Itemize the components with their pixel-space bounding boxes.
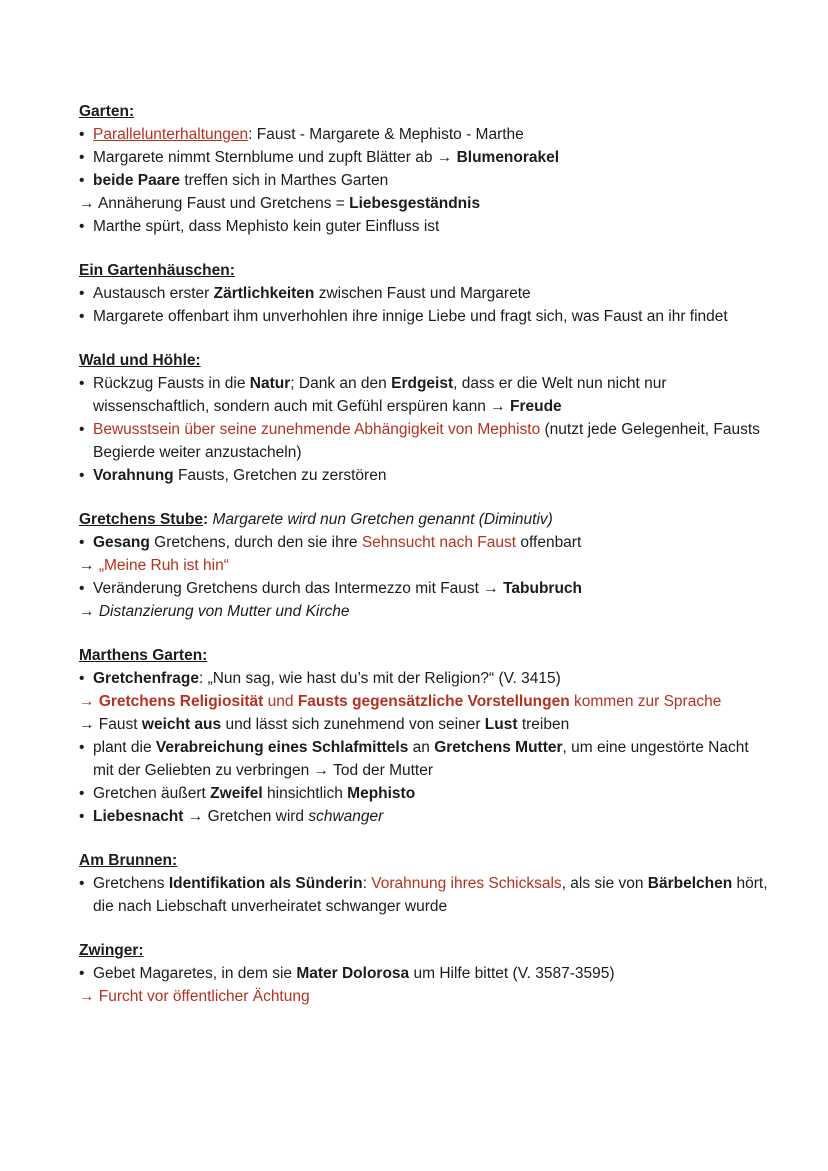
arrow-line bbox=[79, 554, 769, 577]
text-run: Marthe spürt, dass Mephisto kein guter Einfluss ist bbox=[93, 218, 440, 235]
text-run: schwanger bbox=[308, 808, 384, 825]
text-run: , als sie von bbox=[561, 875, 648, 892]
text-run: Freude bbox=[510, 398, 562, 415]
bullet-item bbox=[79, 872, 769, 918]
text-run: Gretchen äußert bbox=[93, 785, 211, 802]
text-run: Gretchens bbox=[93, 875, 169, 892]
text-run: weicht aus bbox=[141, 716, 222, 733]
bullet-item bbox=[79, 123, 769, 146]
section-heading: Zwinger: bbox=[79, 942, 144, 959]
bullet-item bbox=[79, 305, 769, 328]
text-run: beide Paare bbox=[93, 172, 181, 189]
text-run: Natur bbox=[249, 375, 291, 392]
arrow-line bbox=[79, 192, 769, 215]
text-run: : Faust - Margarete & Mephisto - Marthe bbox=[248, 126, 524, 143]
text-run: Distanzierung von Mutter und Kirche bbox=[98, 603, 350, 620]
text-run: Gretchenfrage bbox=[93, 670, 199, 687]
text-run: → bbox=[79, 557, 99, 574]
text-run: Veränderung Gretchens durch das Intermezzo mit Faust → bbox=[93, 580, 504, 597]
bullet-item bbox=[79, 215, 769, 238]
section bbox=[79, 644, 769, 828]
text-run: Rückzug Fausts in die bbox=[93, 375, 250, 392]
document-page bbox=[79, 100, 769, 1029]
bullet-item bbox=[79, 805, 769, 828]
section-heading-row bbox=[79, 849, 769, 872]
text-run: → Gretchen wird bbox=[183, 808, 309, 825]
text-run: → bbox=[79, 603, 99, 620]
text-run: Liebesnacht bbox=[93, 808, 184, 825]
text-run: Gretchens, durch den sie ihre bbox=[149, 534, 362, 551]
section-heading: Garten: bbox=[79, 103, 135, 120]
section-subtitle: Margarete wird nun Gretchen genannt (Diminutiv) bbox=[212, 511, 553, 528]
text-run: Liebesgeständnis bbox=[349, 195, 481, 212]
text-run: an bbox=[408, 739, 435, 756]
bullet-item bbox=[79, 146, 769, 169]
bullet-item bbox=[79, 169, 769, 192]
section-heading: Am Brunnen: bbox=[79, 852, 178, 869]
text-run: Gretchens Mutter bbox=[434, 739, 563, 756]
section-heading: Marthens Garten: bbox=[79, 647, 208, 664]
text-run: kommen zur Sprache bbox=[569, 693, 722, 710]
section-heading: Ein Gartenhäuschen: bbox=[79, 262, 235, 279]
text-run: Fausts, Gretchen zu zerstören bbox=[173, 467, 387, 484]
bullet-item bbox=[79, 782, 769, 805]
section-heading-row bbox=[79, 644, 769, 667]
bullet-item bbox=[79, 577, 769, 600]
arrow-line bbox=[79, 985, 769, 1008]
section bbox=[79, 939, 769, 1008]
text-run: Zärtlichkeiten bbox=[213, 285, 315, 302]
text-run: und lässt sich zunehmend von seiner bbox=[221, 716, 485, 733]
text-run: Parallelunterhaltungen bbox=[93, 126, 249, 143]
arrow-line bbox=[79, 690, 769, 713]
text-run: Mater Dolorosa bbox=[296, 965, 410, 982]
text-run: „Meine Ruh ist hin“ bbox=[98, 557, 229, 574]
text-run: : bbox=[362, 875, 372, 892]
text-run: Gretchens Religiosität bbox=[98, 693, 264, 710]
section-heading-row bbox=[79, 100, 769, 123]
text-run: (nutzt jede Gelegenheit, Fausts Begierde weiter anzustacheln) bbox=[93, 421, 760, 461]
text-run: Gebet Magaretes, in dem sie bbox=[93, 965, 297, 982]
arrow-line bbox=[79, 713, 769, 736]
text-run: Margarete nimmt Sternblume und zupft Blätter ab → bbox=[93, 149, 457, 166]
text-run: → bbox=[79, 693, 99, 710]
text-run: hört, die nach Liebschaft unverheiratet schwanger wurde bbox=[93, 875, 768, 915]
bullet-item bbox=[79, 736, 769, 782]
section bbox=[79, 259, 769, 328]
text-run: Bärbelchen bbox=[647, 875, 733, 892]
bullet-item bbox=[79, 531, 769, 554]
text-run: Gesang bbox=[93, 534, 150, 551]
text-run: Vorahnung bbox=[93, 467, 174, 484]
text-run: Zweifel bbox=[210, 785, 263, 802]
section-heading-row bbox=[79, 259, 769, 282]
text-run: : „Nun sag, wie hast du’s mit der Religion?“ (V. 3415) bbox=[198, 670, 561, 687]
text-run: → Annäherung Faust und Gretchens = bbox=[79, 195, 350, 212]
text-run: Verabreichung eines Schlafmittels bbox=[155, 739, 409, 756]
section bbox=[79, 508, 769, 623]
bullet-item bbox=[79, 464, 769, 487]
section bbox=[79, 349, 769, 487]
text-run: hinsichtlich bbox=[262, 785, 348, 802]
section bbox=[79, 100, 769, 238]
text-run: → Furcht vor öffentlicher Ächtung bbox=[79, 988, 310, 1005]
text-run: Fausts gegensätzliche Vorstellungen bbox=[297, 693, 570, 710]
text-run: Bewusstsein über seine zunehmende Abhängigkeit von Mephisto bbox=[93, 421, 541, 438]
text-run: treffen sich in Marthes Garten bbox=[180, 172, 389, 189]
arrow-line bbox=[79, 600, 769, 623]
text-run: Austausch erster bbox=[93, 285, 214, 302]
section-heading-row bbox=[79, 939, 769, 962]
bullet-item bbox=[79, 962, 769, 985]
text-run: treiben bbox=[517, 716, 570, 733]
bullet-item bbox=[79, 372, 769, 418]
text-run: Blumenorakel bbox=[456, 149, 560, 166]
section-heading-row bbox=[79, 508, 769, 531]
text-run: Tabubruch bbox=[503, 580, 583, 597]
text-run: um Hilfe bittet (V. 3587-3595) bbox=[409, 965, 615, 982]
text-run: → Faust bbox=[79, 716, 142, 733]
text-run: Margarete offenbart ihm unverhohlen ihre innige Liebe und fragt sich, was Faust an ihr findet bbox=[93, 308, 728, 325]
section-heading: Gretchens Stube bbox=[79, 511, 204, 528]
text-run: ; Dank an den bbox=[290, 375, 392, 392]
text-run: offenbart bbox=[516, 534, 582, 551]
bullet-item bbox=[79, 282, 769, 305]
bullet-item bbox=[79, 667, 769, 690]
heading-colon: : bbox=[203, 511, 213, 528]
text-run: Sehnsucht nach Faust bbox=[361, 534, 517, 551]
text-run: Mephisto bbox=[347, 785, 416, 802]
text-run: , dass er die Welt nun nicht nur wissenschaftlich, sondern auch mit Gefühl erspüren kann → bbox=[93, 375, 667, 415]
text-run: Erdgeist bbox=[391, 375, 454, 392]
text-run: Vorahnung ihres Schicksals bbox=[371, 875, 562, 892]
text-run: Lust bbox=[484, 716, 518, 733]
text-run: zwischen Faust und Margarete bbox=[314, 285, 531, 302]
text-run: plant die bbox=[93, 739, 156, 756]
section-heading-row bbox=[79, 349, 769, 372]
text-run: Identifikation als Sünderin bbox=[168, 875, 363, 892]
section bbox=[79, 849, 769, 918]
bullet-item bbox=[79, 418, 769, 464]
section-heading: Wald und Höhle: bbox=[79, 352, 201, 369]
text-run: , um eine ungestörte Nacht mit der Geliebten zu verbringen → Tod der Mutter bbox=[93, 739, 749, 779]
text-run: und bbox=[263, 693, 298, 710]
